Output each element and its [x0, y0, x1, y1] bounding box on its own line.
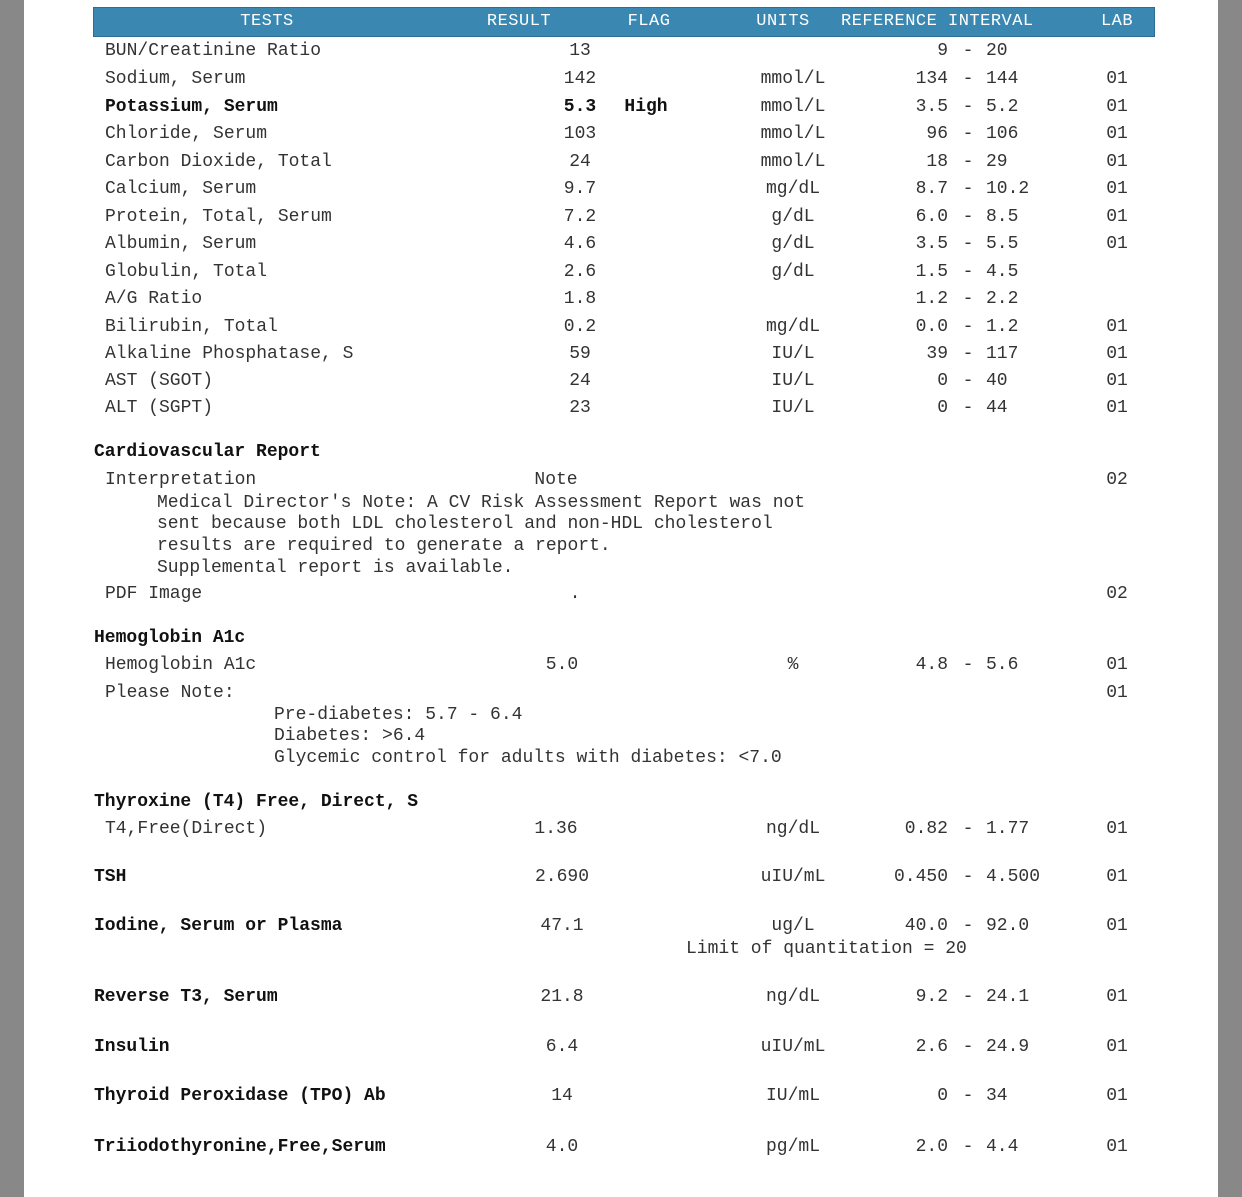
single-lab: 01 [1106, 1137, 1128, 1157]
a1c-result: 5.0 [545, 655, 579, 675]
single-result: 47.1 [540, 916, 584, 936]
single-test-name: Triiodothyronine,Free,Serum [94, 1137, 386, 1157]
chem-lab: 01 [1106, 179, 1128, 199]
header-units: UNITS [756, 12, 810, 31]
chem-units: mmol/L [760, 69, 826, 89]
chem-units: mmol/L [760, 97, 826, 117]
single-test-name: Reverse T3, Serum [94, 987, 278, 1007]
chem-ref-low: 3.5 [915, 97, 948, 117]
single-units: uIU/mL [760, 867, 826, 887]
chem-test-name: BUN/Creatinine Ratio [105, 41, 322, 61]
chem-test-name: Potassium, Serum [105, 97, 278, 117]
chem-ref-sep: - [962, 69, 974, 89]
chem-result: 0.2 [563, 317, 597, 337]
single-ref-high: 4.500 [986, 867, 1041, 887]
chem-ref-sep: - [962, 152, 974, 172]
chem-lab: 01 [1106, 317, 1128, 337]
chem-ref-low: 8.7 [915, 179, 948, 199]
cardio-interpretation-result: Note [534, 470, 578, 490]
chem-units: IU/L [771, 398, 815, 418]
single-test-name: Thyroid Peroxidase (TPO) Ab [94, 1086, 386, 1106]
chem-test-name: AST (SGOT) [105, 371, 214, 391]
single-ref-high: 34 [986, 1086, 1008, 1106]
single-ref-sep: - [962, 1086, 974, 1106]
single-ref-low: 9.2 [915, 987, 948, 1007]
chem-result: 2.6 [563, 262, 597, 282]
single-lab: 01 [1106, 1086, 1128, 1106]
chem-test-name: Carbon Dioxide, Total [105, 152, 332, 172]
chem-ref-low: 96 [926, 124, 948, 144]
chem-ref-sep: - [962, 234, 974, 254]
chem-result: 142 [563, 69, 597, 89]
chem-ref-high: 40 [986, 371, 1008, 391]
cardio-note-line: Supplemental report is available. [157, 558, 514, 578]
chem-ref-high: 44 [986, 398, 1008, 418]
chem-lab: 01 [1106, 124, 1128, 144]
t4-ref-sep: - [962, 819, 974, 839]
header-flag: FLAG [627, 12, 671, 31]
chem-ref-low: 39 [926, 344, 948, 364]
single-result: 4.0 [545, 1137, 579, 1157]
chem-ref-low: 1.5 [915, 262, 948, 282]
single-units: ng/dL [765, 987, 821, 1007]
a1c-note-line: Glycemic control for adults with diabetes: <7.0 [274, 748, 782, 768]
chem-result: 9.7 [563, 179, 597, 199]
chem-ref-low: 9 [937, 41, 948, 61]
single-ref-low: 0.450 [893, 867, 948, 887]
t4-section-title: Thyroxine (T4) Free, Direct, S [94, 792, 419, 812]
single-ref-low: 2.6 [915, 1037, 948, 1057]
a1c-lab: 01 [1106, 655, 1128, 675]
single-ref-high: 24.9 [986, 1037, 1030, 1057]
chem-ref-high: 29 [986, 152, 1008, 172]
chem-test-name: Bilirubin, Total [105, 317, 278, 337]
chem-test-name: Calcium, Serum [105, 179, 257, 199]
chem-units: mg/dL [765, 179, 821, 199]
chem-ref-high: 5.5 [986, 234, 1019, 254]
chem-lab: 01 [1106, 207, 1128, 227]
single-result: 14 [551, 1086, 573, 1106]
chem-ref-high: 1.2 [986, 317, 1019, 337]
single-test-name: TSH [94, 867, 127, 887]
chem-ref-sep: - [962, 207, 974, 227]
chem-test-name: Protein, Total, Serum [105, 207, 332, 227]
single-ref-sep: - [962, 1137, 974, 1157]
chem-units: mg/dL [765, 317, 821, 337]
chem-lab: 01 [1106, 69, 1128, 89]
chem-ref-sep: - [962, 317, 974, 337]
chem-result: 59 [569, 344, 591, 364]
chem-test-name: Globulin, Total [105, 262, 268, 282]
a1c-units: % [787, 655, 799, 675]
header-lab: LAB [1100, 12, 1134, 31]
t4-lab: 01 [1106, 819, 1128, 839]
chem-test-name: Chloride, Serum [105, 124, 268, 144]
single-units: ug/L [771, 916, 815, 936]
single-ref-low: 0 [937, 1086, 948, 1106]
chem-units: mmol/L [760, 124, 826, 144]
chem-ref-sep: - [962, 344, 974, 364]
single-test-name: Insulin [94, 1037, 170, 1057]
chem-ref-sep: - [962, 371, 974, 391]
chem-ref-sep: - [962, 41, 974, 61]
single-ref-low: 2.0 [915, 1137, 948, 1157]
lab-report-page [24, 0, 1218, 1197]
chem-flag: High [624, 97, 668, 117]
chem-result: 23 [569, 398, 591, 418]
chem-test-name: A/G Ratio [105, 289, 203, 309]
single-lab: 01 [1106, 867, 1128, 887]
chem-ref-low: 18 [926, 152, 948, 172]
chem-ref-low: 0 [937, 398, 948, 418]
pdf-image-label: PDF Image [105, 584, 203, 604]
chem-units: g/dL [771, 234, 815, 254]
t4-ref-high: 1.77 [986, 819, 1030, 839]
chem-units: IU/L [771, 371, 815, 391]
single-result: 2.690 [534, 867, 590, 887]
a1c-section-title: Hemoglobin A1c [94, 628, 246, 648]
cardio-note-line: Medical Director's Note: A CV Risk Assessment Report was not [157, 493, 806, 513]
pdf-image-lab: 02 [1106, 584, 1128, 604]
a1c-ref-sep: - [962, 655, 974, 675]
header-tests: TESTS [240, 12, 294, 31]
a1c-ref-low: 4.8 [915, 655, 948, 675]
t4-units: ng/dL [765, 819, 821, 839]
chem-test-name: Sodium, Serum [105, 69, 246, 89]
chem-ref-sep: - [962, 262, 974, 282]
chem-result: 4.6 [563, 234, 597, 254]
chem-result: 24 [569, 152, 591, 172]
chem-ref-high: 5.2 [986, 97, 1019, 117]
single-units: IU/mL [765, 1086, 821, 1106]
chem-ref-high: 10.2 [986, 179, 1030, 199]
a1c-please-note: Please Note: [105, 683, 235, 703]
chem-result: 24 [569, 371, 591, 391]
chem-ref-high: 8.5 [986, 207, 1019, 227]
chem-result: 1.8 [563, 289, 597, 309]
chem-units: g/dL [771, 207, 815, 227]
chem-ref-sep: - [962, 97, 974, 117]
t4-result: 1.36 [534, 819, 578, 839]
single-result: 6.4 [545, 1037, 579, 1057]
chem-ref-high: 2.2 [986, 289, 1019, 309]
chem-ref-low: 134 [915, 69, 948, 89]
single-ref-high: 4.4 [986, 1137, 1019, 1157]
chem-test-name: ALT (SGPT) [105, 398, 214, 418]
chem-units: g/dL [771, 262, 815, 282]
single-units: pg/mL [765, 1137, 821, 1157]
chem-lab: 01 [1106, 152, 1128, 172]
chem-test-name: Alkaline Phosphatase, S [105, 344, 354, 364]
header-result: RESULT [486, 12, 552, 31]
cardio-note-line: sent because both LDL cholesterol and non-HDL cholesterol [157, 514, 773, 534]
chem-test-name: Albumin, Serum [105, 234, 257, 254]
single-ref-high: 24.1 [986, 987, 1030, 1007]
a1c-ref-high: 5.6 [986, 655, 1019, 675]
single-ref-sep: - [962, 867, 974, 887]
cardio-note-line: results are required to generate a report. [157, 536, 611, 556]
chem-ref-sep: - [962, 289, 974, 309]
single-ref-low: 40.0 [904, 916, 948, 936]
chem-result: 13 [569, 41, 591, 61]
chem-units: mmol/L [760, 152, 826, 172]
cardio-section-title: Cardiovascular Report [94, 442, 321, 462]
chem-ref-high: 144 [986, 69, 1019, 89]
pdf-image-result: . [569, 584, 581, 604]
chem-units: IU/L [771, 344, 815, 364]
chem-ref-low: 6.0 [915, 207, 948, 227]
chem-result: 5.3 [563, 97, 597, 117]
table-header [93, 7, 1155, 37]
cardio-interpretation-label: Interpretation [105, 470, 257, 490]
single-ref-sep: - [962, 916, 974, 936]
chem-ref-sep: - [962, 398, 974, 418]
chem-ref-sep: - [962, 179, 974, 199]
chem-ref-low: 1.2 [915, 289, 948, 309]
chem-lab: 01 [1106, 234, 1128, 254]
chem-lab: 01 [1106, 398, 1128, 418]
single-lab: 01 [1106, 916, 1128, 936]
chem-ref-high: 4.5 [986, 262, 1019, 282]
chem-lab: 01 [1106, 371, 1128, 391]
chem-lab: 01 [1106, 344, 1128, 364]
chem-ref-low: 3.5 [915, 234, 948, 254]
single-result: 21.8 [540, 987, 584, 1007]
single-note: Limit of quantitation = 20 [686, 939, 967, 959]
single-lab: 01 [1106, 987, 1128, 1007]
chem-ref-low: 0 [937, 371, 948, 391]
chem-result: 7.2 [563, 207, 597, 227]
chem-ref-high: 20 [986, 41, 1008, 61]
a1c-note-line: Diabetes: >6.4 [274, 726, 426, 746]
t4-ref-low: 0.82 [904, 819, 948, 839]
a1c-note-line: Pre-diabetes: 5.7 - 6.4 [274, 705, 523, 725]
single-units: uIU/mL [760, 1037, 826, 1057]
chem-lab: 01 [1106, 97, 1128, 117]
chem-ref-high: 117 [986, 344, 1019, 364]
single-lab: 01 [1106, 1037, 1128, 1057]
single-ref-sep: - [962, 1037, 974, 1057]
cardio-interpretation-lab: 02 [1106, 470, 1128, 490]
single-ref-high: 92.0 [986, 916, 1030, 936]
single-test-name: Iodine, Serum or Plasma [94, 916, 343, 936]
t4-test-name: T4,Free(Direct) [105, 819, 268, 839]
chem-ref-low: 0.0 [915, 317, 948, 337]
chem-result: 103 [563, 124, 597, 144]
single-ref-sep: - [962, 987, 974, 1007]
header-reference-interval: REFERENCE INTERVAL [841, 12, 1034, 31]
chem-ref-sep: - [962, 124, 974, 144]
chem-ref-high: 106 [986, 124, 1019, 144]
a1c-please-note-lab: 01 [1106, 683, 1128, 703]
a1c-test-name: Hemoglobin A1c [105, 655, 257, 675]
